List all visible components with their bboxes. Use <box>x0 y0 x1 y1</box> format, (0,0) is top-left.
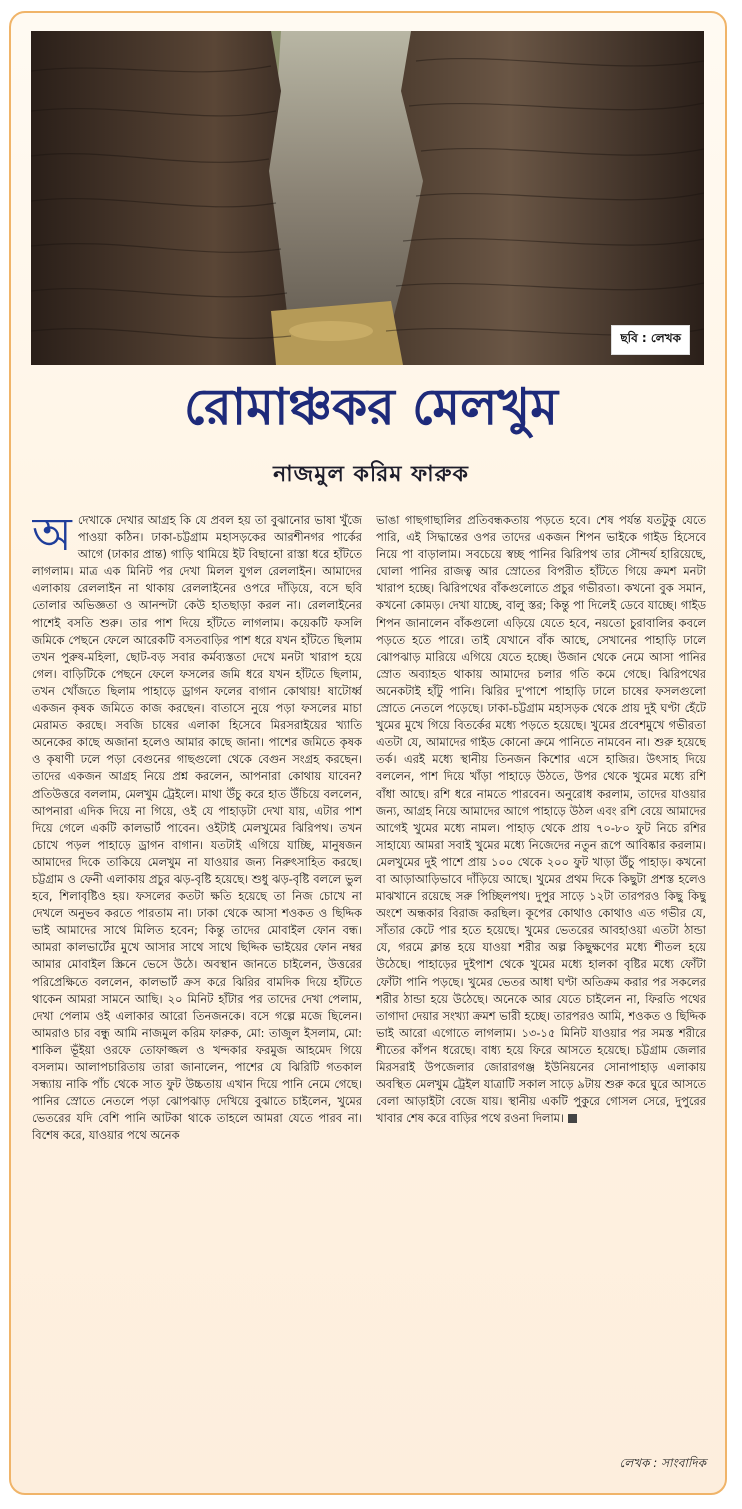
canyon-photo <box>31 31 704 365</box>
drop-cap: অ <box>32 512 72 561</box>
article-title: রোমাঞ্চকর মেলখুম <box>183 377 559 436</box>
article-column-right <box>376 512 706 1442</box>
canyon-illustration <box>31 31 704 365</box>
writer-byline: লেখক : সাংবাদিক <box>619 1456 706 1470</box>
end-mark-icon <box>568 1114 577 1123</box>
article-author: নাজমুল করিম ফারুক <box>273 462 469 487</box>
article-body-right-wrap <box>376 512 706 1127</box>
article-body-left: দেখাকে দেখার আগ্রহ কি যে প্রবল হয় তা বুঝানোর ভাষা খুঁজে পাওয়া কঠিন। ঢাকা-চট্টগ্রাম মহাসড়কের আরশীনগর পার্কের আগে (ঢাকার প্রান্ত) গাড়ি থামিয়ে ইট বিছানো রাস্তা ধরে হাঁটতে লাগলাম। মাত্র এক মিনিট পর দেখা মিলল যুগল রেললাইন। আমাদের এলাকায় রেললাইন না থাকায় রেললাইনের ওপরে দাঁড়িয়ে, বসে ছবি তোলার অভিজ্ঞতা ও আনন্দটা কেউ হাতছাড়া করল না। রেললাইনের পাশেই বসতি শুরু। তার পাশ দিয়ে হাঁটতে লাগলাম। কয়েকটি ফসলি জমিকে পেছনে ফেলে আরেকটি বসতবাড়ির পাশ ধরে যখন হাঁটতে ছিলাম তখন পুরুষ-মহিলা, ছোট-বড় সবার কর্মব্যস্ততা দেখে মনটা খারাপ হয়ে গেল। বাড়িটিকে পেছনে ফেলে ফসলের জমি ধরে যখন হাঁটতে ছিলাম, তখন খোঁজতে ছিলাম পাহাড়ে ড্রাগন ফলের বাগান কোথায়! ষাটোর্ধ্ব একজন কৃষক জমিতে কাজ করছেন। বাতাসে নুয়ে পড়া ফসলের মাচা মেরামত করছে। সবজি চাষের এলাকা হিসেবে মিরসরাইয়ের খ্যাতি অনেকের কাছে অজানা হলেও আমার কাছে জানা। পাশের জমিতে কৃষক ও কৃষাণী ঢলে পড়া বেগুনের গাছগুলো থেকে বেগুন সংগ্রহ করছেন। তাদের একজন আগ্রহ নিয়ে প্রশ্ন করলেন, আপনারা কোথায় যাবেন? প্রতিউত্তরে বললাম, মেলখুম ট্রেইলে। মাথা উঁচু করে হাত উঁচিয়ে বললেন, আপনারা এদিক দিয়ে না গিয়ে, ওই যে পাহাড়টা দেখা যায়, এটার পাশ দিয়ে গেলে একটি কালভার্ট পাবেন। ওইটাই মেলখুমের ঝিরিপথ। তখন চোখে পড়ল পাহাড়ে ড্রাগন বাগান। যতটাই এগিয়ে যাচ্ছি, মানুষজন আমাদের দিকে তাকিয়ে মেলখুম না যাওয়ার জন্য নিরুৎসাহিত করছে। চট্টগ্রাম ও ফেনী এলাকায় প্রচুর ঝড়-বৃষ্টি হয়েছে। শুধু ঝড়-বৃষ্টি বললে ভুল হবে, শিলাবৃষ্টিও হয়। ফসলের কতটা ক্ষতি হয়েছে তা নিজ চোখে না দেখলে অনুভব করতে পারতাম না। ঢাকা থেকে আসা শওকত ও ছিদ্দিক ভাই আমাদের সাথে মিলিত হবেন; কিন্তু তাদের মোবাইল ফোন বন্ধ। আমরা কালভার্টের মুখে আসার সাথে সাথে ছিদ্দিক ভাইয়ের ফোন নম্বর আমার মোবাইল স্ক্রিনে ভেসে উঠে। অবস্থান জানতে চাইলেন, উত্তরের পরিপ্রেক্ষিতে বললেন, কালভার্ট ক্রস করে ঝিরির বামদিক দিয়ে হাঁটতে থাকেন আমরা সামনে আছি। ২০ মিনিট হাঁটার পর তাদের দেখা পেলাম, দেখা পেলাম ওই এলাকার আরো তিনজনকে। বসে গল্পে মজে ছিলেন। আমরাও চার বন্ধু আমি নাজমুল করিম ফারুক, মো: তাজুল ইসলাম, মো: শাকিল ভূঁইয়া ওরফে তোফাজ্জল ও খন্দকার ফরমুজ আহমেদ গিয়ে বসলাম। আলাপচারিতায় তারা জানালেন, পাশের যে ঝিরিটি গতকাল সন্ধ্যায় নাকি পাঁচ থেকে সাত ফুট উচ্চতায় এখান দিয়ে পানি নেমে গেছে। পানির স্রোতে নেতলে পড়া ঝোপঝাড় দেখিয়ে বুঝাতে চাইলেন, খুমের ভেতরের যদি বেশি পানি আটকা থাকে তাহলে আমরা যেতে পারব না। বিশেষ করে, যাওয়ার পথে অনেক <box>32 513 362 1143</box>
article-column-left <box>32 512 362 1477</box>
photo-credit: ছবি : লেখক <box>611 325 690 355</box>
article-body-right: ভাঙা গাছগাছালির প্রতিবন্ধকতায় পড়তে হবে। শেষ পর্যন্ত যতটুকু যেতে পারি, এই সিদ্ধান্তের ওপর তাদের একজন শিপন ভাইকে গাইড হিসেবে নিয়ে পা বাড়ালাম। সবচেয়ে স্বচ্ছ পানির ঝিরিপথ তার সৌন্দর্য হারিয়েছে, ঘোলা পানির রাজত্ব আর স্রোতের বিপরীত হাঁটতে গিয়ে ক্রমশ মনটা খারাপ হচ্ছে। ঝিরিপথের বাঁকগুলোতে প্রচুর গভীরতা। কখনো বুক সমান, কখনো কোমড়। দেখা যাচ্ছে, বালু স্তর; কিন্তু পা দিলেই ডেবে যাচ্ছে। গাইড শিপন জানালেন বাঁকগুলো এড়িয়ে যেতে হবে, নয়তো চুরাবালির কবলে পড়তে হতে পারে। তাই যেখানে বাঁক আছে, সেখানের পাহাড়ি ঢালে ঝোপঝাড় মারিয়ে এগিয়ে যেতে হচ্ছে। উজান থেকে নেমে আসা পানির স্রোত অব্যাহত থাকায় আমাদের চলার গতি কমে গেছে। ঝিরিপথের অনেকটাই হাঁটু পানি। ঝিরির দু'পাশে পাহাড়ি ঢালে চাষের ফসলগুলো স্রোতে নেতলে পড়েছে। ঢাকা-চট্টগ্রাম মহাসড়ক থেকে প্রায় দুই ঘণ্টা হেঁটে খুমের মুখে গিয়ে বিতর্কের মধ্যে পড়তে হয়েছে। খুমের প্রবেশমুখে গভীরতা এতটা যে, আমাদের গাইড কোনো ক্রমে পানিতে নামবেন না। শুরু হয়েছে তর্ক। এরই মধ্যে স্থানীয় তিনজন কিশোর এসে হাজির। উৎসাহ দিয়ে বললেন, পাশ দিয়ে খাঁড়া পাহাড়ে উঠতে, উপর থেকে খুমের মধ্যে রশি বাঁধা আছে। রশি ধরে নামতে পারবেন। অনুরোধ করলাম, তাদের যাওয়ার জন্য, আগ্রহ নিয়ে আমাদের আগে পাহাড়ে উঠল এবং রশি বেয়ে আমাদের আগেই খুমের মধ্যে নামল। পাহাড় থেকে প্রায় ৭০-৮০ ফুট নিচে রশির সাহায্যে আমরা সবাই খুমের মধ্যে নিজেদের নতুন রূপে আবিষ্কার করলাম। মেলখুমের দুই পাশে প্রায় ১০০ থেকে ২০০ ফুট খাড়া উঁচু পাহাড়। কখনো বা আড়াআড়িভাবে দাঁড়িয়ে আছে। খুমের প্রথম দিকে কিছুটা প্রশস্ত হলেও মাঝখানে রয়েছে সরু পিচ্ছিলপথ। দুপুর সাড়ে ১২টা তারপরও কিছু কিছু অংশে অন্ধকার বিরাজ করছিল। কূপের কোথাও কোথাও এত গভীর যে, সাঁতার কেটে পার হতে হয়েছে। খুমের ভেতরের আবহাওয়া এতটা ঠান্ডা যে, গরমে ক্লান্ত হয়ে যাওয়া শরীর অল্প কিছুক্ষণের মধ্যে শীতল হয়ে উঠেছে। পাহাড়ের দুইপাশ থেকে খুমের মধ্যে হালকা বৃষ্টির মধ্যে ফোঁটা ফোঁটা পানি পড়ছে। খুমের ভেতর আধা ঘণ্টা অতিক্রম করার পর সকলের শরীর ঠান্ডা হয়ে উঠেছে। অনেকে আর যেতে চাইলেন না, ফিরতি পথের তাগাদা দেয়ার সংখ্যা ক্রমশ ভারী হচ্ছে। তারপরও আমি, শওকত ও ছিদ্দিক ভাই আরো এগোতে লাগলাম। ১৩-১৫ মিনিট যাওয়ার পর সমস্ত শরীরে শীতের কাঁপন ধরেছে। বাধ্য হয়ে ফিরে আসতে হয়েছে। চট্টগ্রাম জেলার মিরসরাই উপজেলার জোরারগঞ্জ ইউনিয়নের সোনাপাহাড় এলাকায় অবস্থিত মেলখুম ট্রেইল যাত্রাটি সকাল সাড়ে ৯টায় শুরু করে ঘুরে আসতে বেলা আড়াইটা বেজে যায়। স্থানীয় একটি পুকুরে গোসল সেরে, দুপুরের খাবার শেষ করে বাড়ির পথে রওনা দিলাম। <box>376 513 706 1126</box>
